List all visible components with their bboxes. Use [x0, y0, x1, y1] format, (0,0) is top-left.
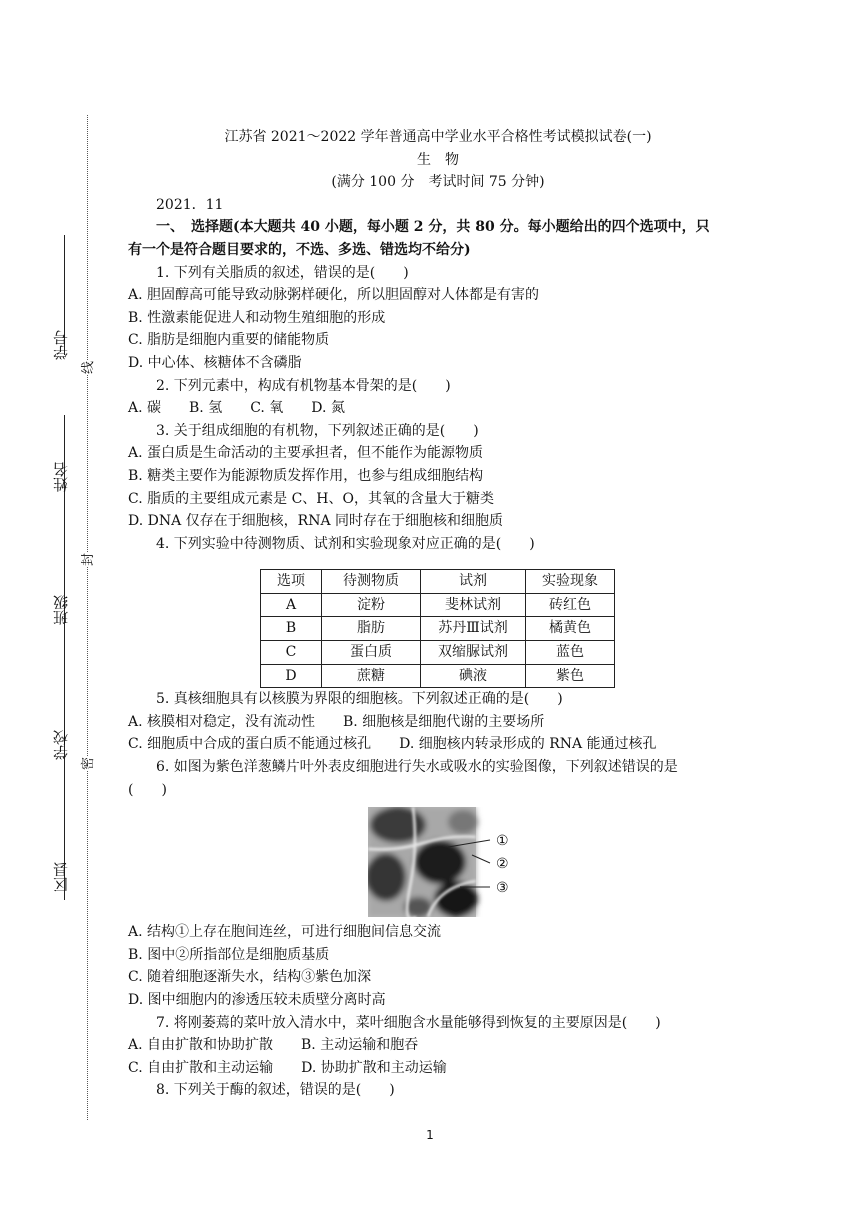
table-row	[261, 641, 615, 665]
table-cell: A	[261, 593, 322, 617]
table-cell: 斐林试剂	[421, 593, 526, 617]
q1-stem: 1. 下列有关脂质的叙述，错误的是( )	[156, 264, 409, 281]
table-header-cell: 实验现象	[526, 570, 615, 594]
figure-label-3: ③	[496, 880, 509, 897]
name-label: 姓名	[52, 462, 70, 492]
figure-label-1: ①	[496, 833, 509, 850]
table-header-row	[261, 570, 615, 594]
table-header-cell: 选项	[261, 570, 322, 594]
q8-stem: 8. 下列关于酶的叙述，错误的是( )	[156, 1082, 395, 1099]
q4-stem: 4. 下列实验中待测物质、试剂和实验现象对应正确的是( )	[156, 535, 535, 552]
q2-options: A. 碳 B. 氢 C. 氧 D. 氮	[128, 400, 345, 417]
q5-options-ab: A. 核膜相对稳定，没有流动性 B. 细胞核是细胞代谢的主要场所	[128, 713, 545, 730]
exam-content	[128, 126, 748, 1102]
exam-subject: 生 物	[417, 151, 459, 168]
student-id-label: 学号	[52, 330, 70, 360]
q7-stem: 7. 将刚萎蔫的菜叶放入清水中，菜叶细胞含水量能够得到恢复的主要原因是( )	[156, 1014, 661, 1031]
table-header-cell: 试剂	[421, 570, 526, 594]
table-header-cell: 待测物质	[322, 570, 421, 594]
district-label: 区县	[52, 862, 70, 892]
q5-options-cd: C. 细胞质中合成的蛋白质不能通过核孔 D. 细胞核内转录形成的 RNA 能通过核孔	[128, 736, 657, 753]
page-number: 1	[426, 1128, 434, 1142]
q2-stem: 2. 下列元素中，构成有机物基本骨架的是( )	[156, 377, 451, 394]
table-cell: 双缩脲试剂	[421, 641, 526, 665]
binding-char-seal: 封	[75, 553, 98, 566]
exam-date: 2021．11	[156, 196, 224, 213]
q3-option-d: D. DNA 仅存在于细胞核，RNA 同时存在于细胞核和细胞质	[128, 513, 504, 530]
table-cell: 蔗糖	[322, 664, 421, 688]
q4-table	[260, 569, 615, 688]
table-cell: D	[261, 664, 322, 688]
table-cell: 砖红色	[526, 593, 615, 617]
q3-option-c: C. 脂质的主要组成元素是 C、H、O，其氧的含量大于糖类	[128, 490, 494, 507]
q1-option-b: B. 性激素能促进人和动物生殖细胞的形成	[128, 309, 386, 326]
onion-cell-micrograph	[368, 807, 558, 917]
q6-micrograph-figure	[368, 807, 558, 917]
table-cell: 淀粉	[322, 593, 421, 617]
q6-stem-line1: 6. 如图为紫色洋葱鳞片叶外表皮细胞进行失水或吸水的实验图像，下列叙述错误的是	[156, 759, 678, 776]
table-cell: B	[261, 617, 322, 641]
q1-option-c: C. 脂肪是细胞内重要的储能物质	[128, 332, 330, 349]
q6-option-b: B. 图中②所指部位是细胞质基质	[128, 946, 330, 963]
q1-option-d: D. 中心体、核糖体不含磷脂	[128, 354, 302, 371]
table-cell: 脂肪	[322, 617, 421, 641]
q6-option-a: A. 结构①上存在胞间连丝，可进行细胞间信息交流	[128, 924, 442, 941]
binding-dotted-line	[87, 115, 88, 1120]
table-cell: C	[261, 641, 322, 665]
table-row	[261, 593, 615, 617]
q7-options-cd: C. 自由扩散和主动运输 D. 协助扩散和主动运输	[128, 1059, 447, 1076]
q6-option-c: C. 随着细胞逐渐失水，结构③紫色加深	[128, 969, 372, 986]
q1-option-a: A. 胆固醇高可能导致动脉粥样硬化，所以胆固醇对人体都是有害的	[128, 287, 540, 304]
class-label: 班级	[52, 595, 70, 625]
q6-option-d: D. 图中细胞内的渗透压较未质壁分离时高	[128, 992, 386, 1008]
q3-option-a: A. 蛋白质是生命活动的主要承担者，但不能作为能源物质	[128, 445, 484, 462]
table-cell: 苏丹Ⅲ试剂	[421, 617, 526, 641]
binding-char-secret: 密	[75, 757, 98, 770]
table-cell: 蛋白质	[322, 641, 421, 665]
figure-label-2: ②	[496, 856, 509, 873]
table-row	[261, 617, 615, 641]
table-cell: 紫色	[526, 664, 615, 688]
table-cell: 蓝色	[526, 641, 615, 665]
q3-option-b: B. 糖类主要作为能源物质发挥作用，也参与组成细胞结构	[128, 467, 484, 484]
exam-title: 江苏省 2021～2022 学年普通高中学业水平合格性考试模拟试卷(一)	[224, 129, 652, 145]
school-label: 学校	[52, 730, 70, 760]
q5-stem: 5. 真核细胞具有以核膜为界限的细胞核。下列叙述正确的是( )	[156, 691, 563, 708]
section-heading-line1: 一、 选择题(本大题共 40 小题，每小题 2 分，共 80 分。每小题给出的四个选项中，只	[156, 219, 710, 236]
q6-stem-line2: ( )	[128, 781, 167, 798]
exam-info: (满分 100 分 考试时间 75 分钟)	[331, 174, 545, 191]
table-cell: 橘黄色	[526, 617, 615, 641]
q3-stem: 3. 关于组成细胞的有机物，下列叙述正确的是( )	[156, 422, 479, 439]
table-row	[261, 664, 615, 688]
class-field-line	[64, 540, 65, 720]
section-heading-line2: 有一个是符合题目要求的，不选、多选、错选均不给分)	[128, 241, 471, 258]
table-cell: 碘液	[421, 664, 526, 688]
binding-char-line: 线	[75, 361, 98, 374]
q7-options-ab: A. 自由扩散和协助扩散 B. 主动运输和胞吞	[128, 1037, 419, 1054]
